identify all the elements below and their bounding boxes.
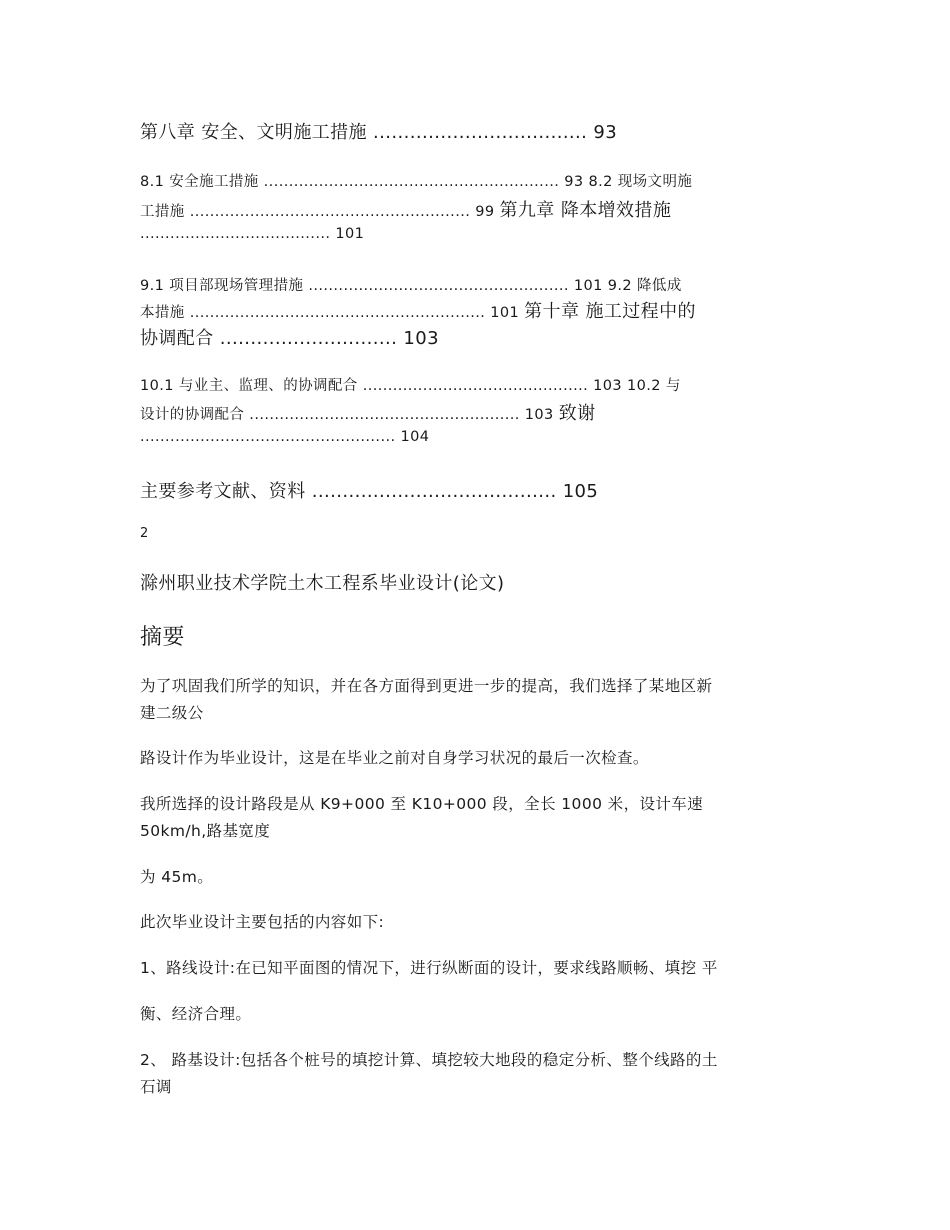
toc-entry-10-2-text: 设计的协调配合 ...................................................... 103 <box>140 407 559 423</box>
toc-entry-chapter-8: 第八章 安全、文明施工措施 ................................... 93 <box>140 122 618 143</box>
toc-entry-references: 主要参考文献、资料 ........................................ 105 <box>140 481 599 502</box>
page-number: 2 <box>140 526 149 541</box>
toc-entry-10-1: 10.1 与业主、监理、的协调配合 ............................................. 103 10.2 与 <box>140 378 681 394</box>
toc-entry-acknowledgement: 致谢 <box>558 403 596 424</box>
toc-entry-chapter-10-cont: 协调配合 ............................. 103 <box>140 328 439 349</box>
toc-entry-9-2-text: 本措施 ........................................................... 101 <box>140 305 525 321</box>
abstract-paragraph-3-line-1: 我所选择的设计路段是从 K9+000 至 K10+000 段，全长 1000 米，设计车速 <box>140 795 704 813</box>
toc-entry-8-2-text: 工措施 ........................................................ 99 <box>140 204 500 220</box>
school-title: 滁州职业技术学院土木工程系毕业设计(论文) <box>140 573 505 594</box>
toc-entry-9-2 <box>140 297 696 323</box>
toc-entry-chapter-9: 第九章 降本增效措施 <box>499 200 672 221</box>
toc-entry-chapter-9-page: ...................................... 101 <box>140 226 365 242</box>
toc-entry-9-1: 9.1 项目部现场管理措施 .................................................... 101 9.2 降低成 <box>140 278 682 294</box>
toc-entry-8-2 <box>140 196 671 222</box>
abstract-paragraph-7-line-1: 2、 路基设计:包括各个桩号的填挖计算、填挖较大地段的稳定分析、整个线路的土 <box>140 1051 718 1069</box>
abstract-paragraph-4: 为 45m。 <box>140 868 214 886</box>
abstract-paragraph-5: 此次毕业设计主要包括的内容如下: <box>140 913 385 931</box>
abstract-paragraph-6-line-2: 衡、经济合理。 <box>140 1005 252 1023</box>
abstract-paragraph-7-line-2: 石调 <box>140 1078 172 1096</box>
abstract-paragraph-2: 路设计作为毕业设计，这是在毕业之前对自身学习状况的最后一次检查。 <box>140 749 649 767</box>
document-page <box>140 0 810 1230</box>
abstract-heading: 摘要 <box>140 625 185 650</box>
abstract-paragraph-3-line-2: 50km/h,路基宽度 <box>140 822 271 840</box>
abstract-paragraph-1-line-2: 建二级公 <box>140 704 204 722</box>
abstract-paragraph-6-line-1: 1、路线设计:在已知平面图的情况下，进行纵断面的设计，要求线路顺畅、填挖 平 <box>140 959 718 977</box>
abstract-paragraph-1-line-1: 为了巩固我们所学的知识，并在各方面得到更进一步的提高，我们选择了某地区新 <box>140 677 713 695</box>
toc-entry-8-1: 8.1 安全施工措施 ........................................................... 93 8.2 现场文明施 <box>140 174 693 190</box>
toc-entry-10-2 <box>140 399 596 425</box>
toc-entry-chapter-10: 第十章 施工过程中的 <box>524 301 696 322</box>
toc-entry-acknowledgement-page: ................................................... 104 <box>140 429 430 445</box>
